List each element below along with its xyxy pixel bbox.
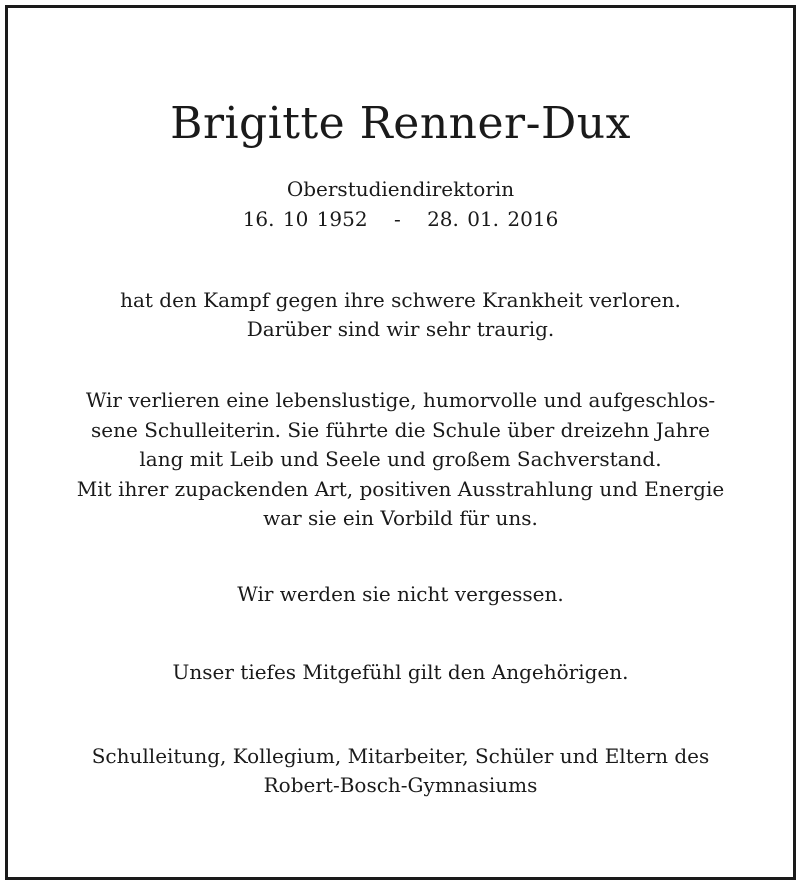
text-line: hat den Kampf gegen ihre schwere Krankheit verloren. — [120, 288, 681, 312]
obituary-notice — [5, 5, 796, 880]
signature-line: Robert-Bosch-Gymnasiums — [263, 773, 538, 797]
intro-paragraph — [8, 286, 793, 344]
remembrance-line: Wir werden sie nicht vergessen. — [237, 582, 564, 606]
signature — [8, 742, 793, 800]
condolence-line: Unser tiefes Mitgefühl gilt den Angehörigen. — [172, 660, 629, 684]
death-date: 28. 01. 2016 — [427, 207, 559, 231]
tribute-paragraph — [8, 386, 793, 534]
professional-title: Oberstudiendirektorin — [286, 177, 515, 201]
deceased-name: Brigitte Renner-Dux — [170, 98, 631, 149]
text-line: war sie ein Vorbild für uns. — [263, 506, 538, 530]
signature-line: Schulleitung, Kollegium, Mitarbeiter, Schüler und Eltern des — [91, 744, 710, 768]
text-line: lang mit Leib und Seele und großem Sachverstand. — [139, 447, 662, 471]
text-line: Mit ihrer zupackenden Art, positiven Ausstrahlung und Energie — [76, 476, 725, 501]
birth-date: 16. 10 1952 — [242, 207, 368, 231]
text-line: Darüber sind wir sehr traurig. — [246, 317, 555, 341]
life-dates — [8, 204, 793, 234]
text-line: Wir verlieren eine lebenslustige, humorvolle und aufgeschlos- — [85, 388, 716, 412]
date-separator: - — [393, 207, 401, 231]
text-line: sene Schulleiterin. Sie führte die Schule über dreizehn Jahre — [91, 417, 710, 442]
